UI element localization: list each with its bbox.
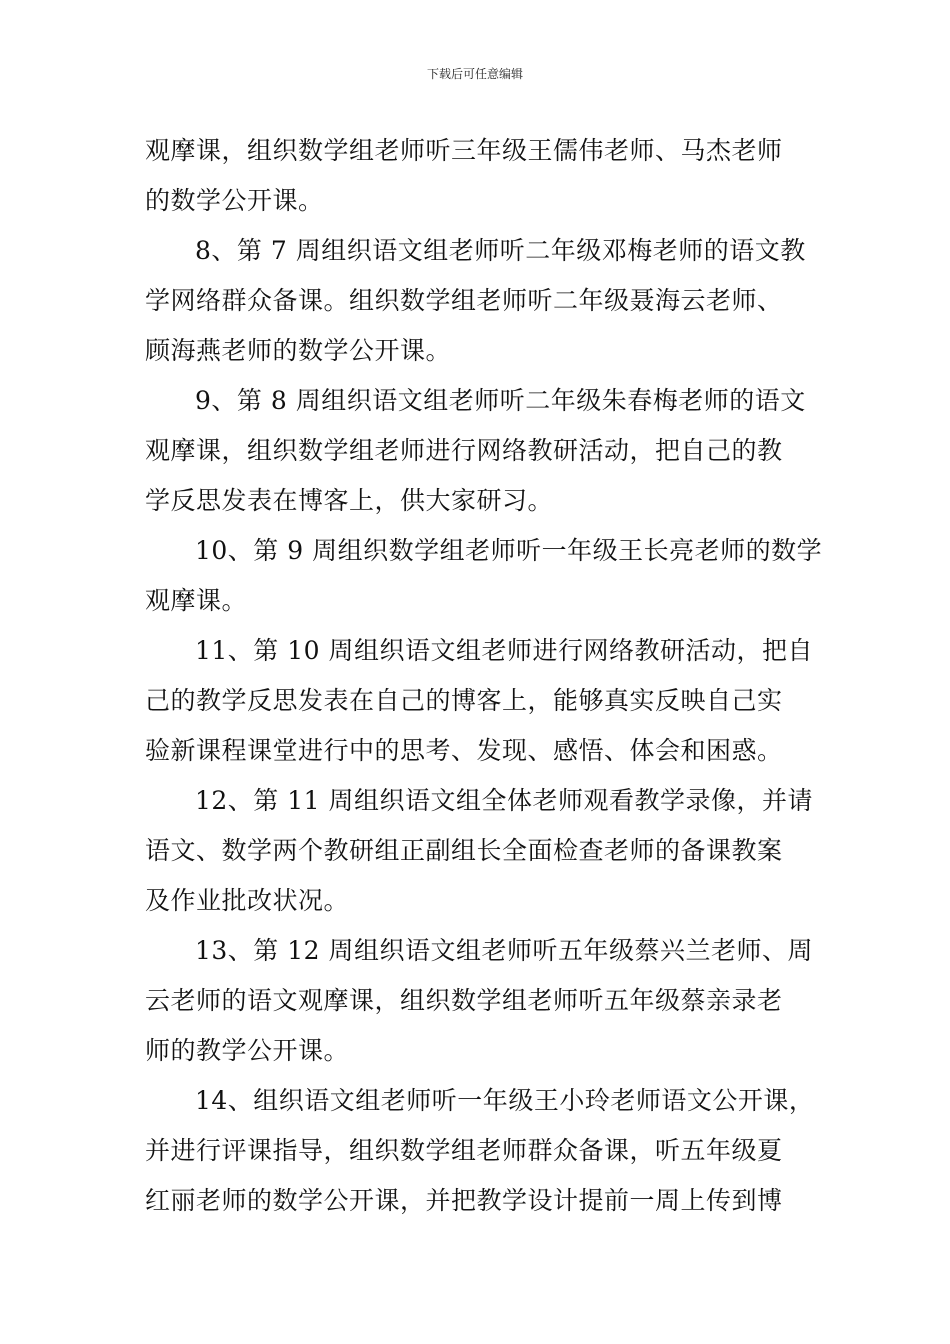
text-line: 云老师的语文观摩课，组织数学组老师听五年级蔡亲录老 — [145, 986, 783, 1015]
text-line: 己的教学反思发表在自己的博客上，能够真实反映自己实 — [145, 686, 783, 715]
paragraph — [145, 926, 817, 1076]
text-line: 观摩课，组织数学组老师进行网络教研活动，把自己的教 — [145, 436, 783, 465]
text-line: 13、第 12 周组织语文组老师听五年级蔡兴兰老师、周 — [195, 936, 814, 965]
text-line: 的数学公开课。 — [145, 186, 324, 215]
text-line: 11、第 10 周组织语文组老师进行网络教研活动，把自 — [195, 636, 814, 665]
text-line: 观摩课。 — [145, 586, 248, 615]
paragraph — [145, 126, 817, 226]
text-line: 观摩课，组织数学组老师听三年级王儒伟老师、马杰老师 — [145, 136, 783, 165]
text-line: 12、第 11 周组织语文组全体老师观看教学录像，并请 — [195, 786, 814, 815]
text-line: 顾海燕老师的数学公开课。 — [145, 336, 452, 365]
paragraph — [145, 526, 823, 626]
text-line: 并进行评课指导，组织数学组老师群众备课，听五年级夏 — [145, 1136, 783, 1165]
text-line: 师的教学公开课。 — [145, 1036, 350, 1065]
paragraph — [145, 626, 817, 776]
text-line: 及作业批改状况。 — [145, 886, 350, 915]
text-line: 验新课程课堂进行中的思考、发现、感悟、体会和困惑。 — [145, 736, 783, 765]
text-line: 语文、数学两个教研组正副组长全面检查老师的备课教案 — [145, 836, 783, 865]
text-line: 学反思发表在博客上，供大家研习。 — [145, 486, 554, 515]
text-line: 红丽老师的数学公开课，并把教学设计提前一周上传到博 — [145, 1186, 783, 1215]
text-line: 9、第 8 周组织语文组老师听二年级朱春梅老师的语文 — [195, 386, 806, 415]
paragraph — [145, 226, 817, 376]
text-line: 14、组织语文组老师听一年级王小玲老师语文公开课， — [195, 1086, 815, 1115]
paragraph — [145, 776, 817, 926]
page-header: 下载后可任意编辑 — [426, 67, 523, 81]
text-line: 学网络群众备课。组织数学组老师听二年级聂海云老师、 — [145, 286, 783, 315]
paragraph — [145, 1076, 817, 1226]
text-line: 10、第 9 周组织数学组老师听一年级王长亮老师的数学 — [195, 536, 823, 565]
paragraph — [145, 376, 817, 526]
text-line: 8、第 7 周组织语文组老师听二年级邓梅老师的语文教 — [195, 236, 806, 265]
document-body — [145, 126, 823, 1226]
